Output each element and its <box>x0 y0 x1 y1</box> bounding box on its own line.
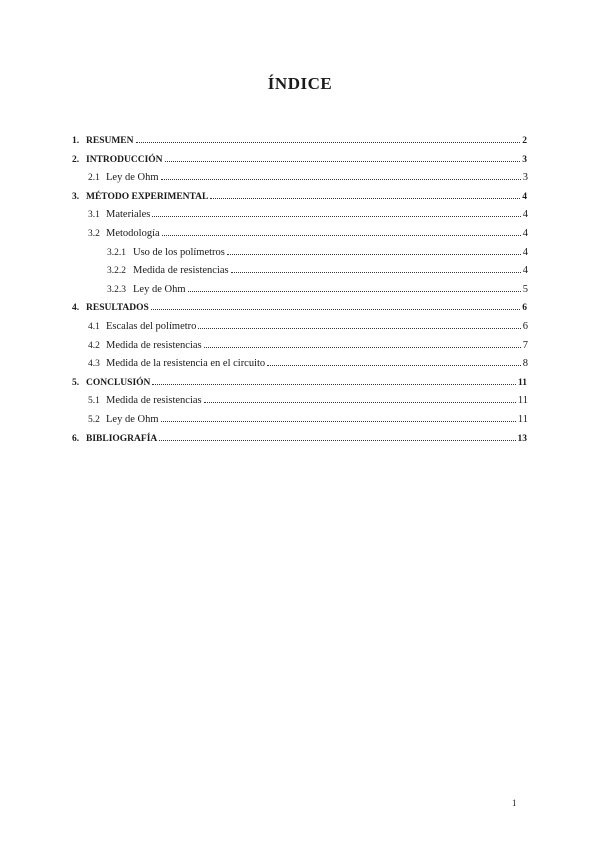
toc-entry-title: Ley de Ohm <box>106 414 159 425</box>
toc-entry-page: 4 <box>522 265 528 277</box>
page-number: 1 <box>512 798 517 808</box>
toc-entry-number: 2. <box>72 154 80 165</box>
toc-entry-number: 1. <box>72 136 80 146</box>
toc-entry-page: 5 <box>522 283 528 295</box>
toc-leader-dots <box>231 272 521 273</box>
page-title: ÍNDICE <box>267 74 333 93</box>
toc-entry-title: RESUMEN <box>86 136 134 146</box>
toc-leader-dots <box>159 440 515 441</box>
toc-entry-title: INTRODUCCIÓN <box>86 154 163 165</box>
toc-entry-number: 2.1 <box>88 173 100 184</box>
toc-leader-dots <box>162 235 521 236</box>
toc-entry-page: 6 <box>522 303 527 314</box>
toc-entry-page: 11 <box>517 395 528 407</box>
toc-entry-page: 3 <box>522 154 527 165</box>
toc-entry-number: 6. <box>72 433 80 444</box>
toc-entry-title: BIBLIOGRAFÍA <box>86 433 158 444</box>
toc-entry-title: Medida de resistencias <box>133 265 229 277</box>
toc-leader-dots <box>161 179 521 180</box>
toc-entry-page: 8 <box>522 358 528 370</box>
toc-entry-page: 7 <box>522 339 528 351</box>
toc-entry-page: 4 <box>522 228 528 239</box>
toc-entry-number: 3.2.3 <box>107 284 126 295</box>
toc-entry-title: Medida de resistencias <box>106 395 202 407</box>
toc-leader-dots <box>198 328 520 329</box>
toc-entry[interactable] <box>0 221 600 239</box>
toc-entry-title: CONCLUSIÓN <box>86 377 151 388</box>
toc-entry[interactable] <box>0 351 600 369</box>
toc-entry-number: 4.3 <box>88 359 100 370</box>
toc-leader-dots <box>152 384 516 385</box>
toc-entry[interactable] <box>0 240 600 258</box>
toc-entry[interactable] <box>0 314 600 332</box>
toc-leader-dots <box>161 421 516 422</box>
toc-entry-title: Uso de los polímetros <box>133 246 225 258</box>
toc-entry-number: 3.2 <box>88 229 100 239</box>
toc-entry-number: 5.1 <box>88 396 100 407</box>
toc-entry[interactable] <box>0 128 600 146</box>
toc-entry[interactable] <box>0 147 600 165</box>
toc-entry-title: Materiales <box>106 209 151 221</box>
toc-leader-dots <box>204 402 516 403</box>
toc-leader-dots <box>210 198 520 199</box>
toc-leader-dots <box>267 365 521 366</box>
toc-entry[interactable] <box>0 165 600 183</box>
toc-entry-page: 2 <box>522 136 527 146</box>
toc-entry[interactable] <box>0 388 600 406</box>
toc-entry-page: 11 <box>517 414 528 425</box>
toc-entry-number: 3. <box>72 191 80 202</box>
toc-entry-title: RESULTADOS <box>86 303 149 314</box>
toc-entry-number: 4.1 <box>88 322 100 332</box>
toc-entry-number: 4. <box>72 303 80 314</box>
toc-entry-title: Medida de resistencias <box>106 339 202 351</box>
toc-leader-dots <box>204 347 521 348</box>
toc-entry[interactable] <box>0 333 600 351</box>
toc-entry[interactable] <box>0 184 600 202</box>
toc-entry-page: 11 <box>518 377 527 388</box>
toc-entry-number: 3.1 <box>88 210 100 221</box>
toc-entry[interactable] <box>0 407 600 425</box>
toc-entry-page: 4 <box>522 246 528 258</box>
toc-entry-number: 5.2 <box>88 415 100 425</box>
toc-entry-number: 5. <box>72 377 80 388</box>
toc-entry-title: MÉTODO EXPERIMENTAL <box>86 191 209 202</box>
toc-leader-dots <box>227 254 521 255</box>
toc-leader-dots <box>152 216 520 217</box>
toc-leader-dots <box>151 309 520 310</box>
toc-leader-dots <box>188 291 521 292</box>
toc-entry-page: 13 <box>517 433 527 444</box>
toc-entry[interactable] <box>0 426 600 444</box>
toc-entry[interactable] <box>0 370 600 388</box>
toc-entry-title: Medida de la resistencia en el circuito <box>106 358 266 370</box>
toc-entry[interactable] <box>0 202 600 220</box>
toc-entry-title: Metodología <box>106 228 160 239</box>
toc-entry-number: 3.2.2 <box>107 266 126 277</box>
toc-entry-title: Escalas del polímetro <box>106 321 197 332</box>
toc-entry-page: 6 <box>522 321 528 332</box>
toc-entry-number: 3.2.1 <box>107 247 126 258</box>
toc-entry-title: Ley de Ohm <box>133 283 186 295</box>
toc-entry-page: 4 <box>522 191 527 202</box>
toc-leader-dots <box>165 161 521 162</box>
toc-entry-number: 4.2 <box>88 340 100 351</box>
toc-entry-page: 3 <box>522 172 528 184</box>
toc-entry-page: 4 <box>522 209 528 221</box>
toc-entry[interactable] <box>0 258 600 276</box>
toc-leader-dots <box>136 142 521 143</box>
toc-entry-title: Ley de Ohm <box>106 172 159 184</box>
toc-entry[interactable] <box>0 295 600 313</box>
toc-entry[interactable] <box>0 277 600 295</box>
